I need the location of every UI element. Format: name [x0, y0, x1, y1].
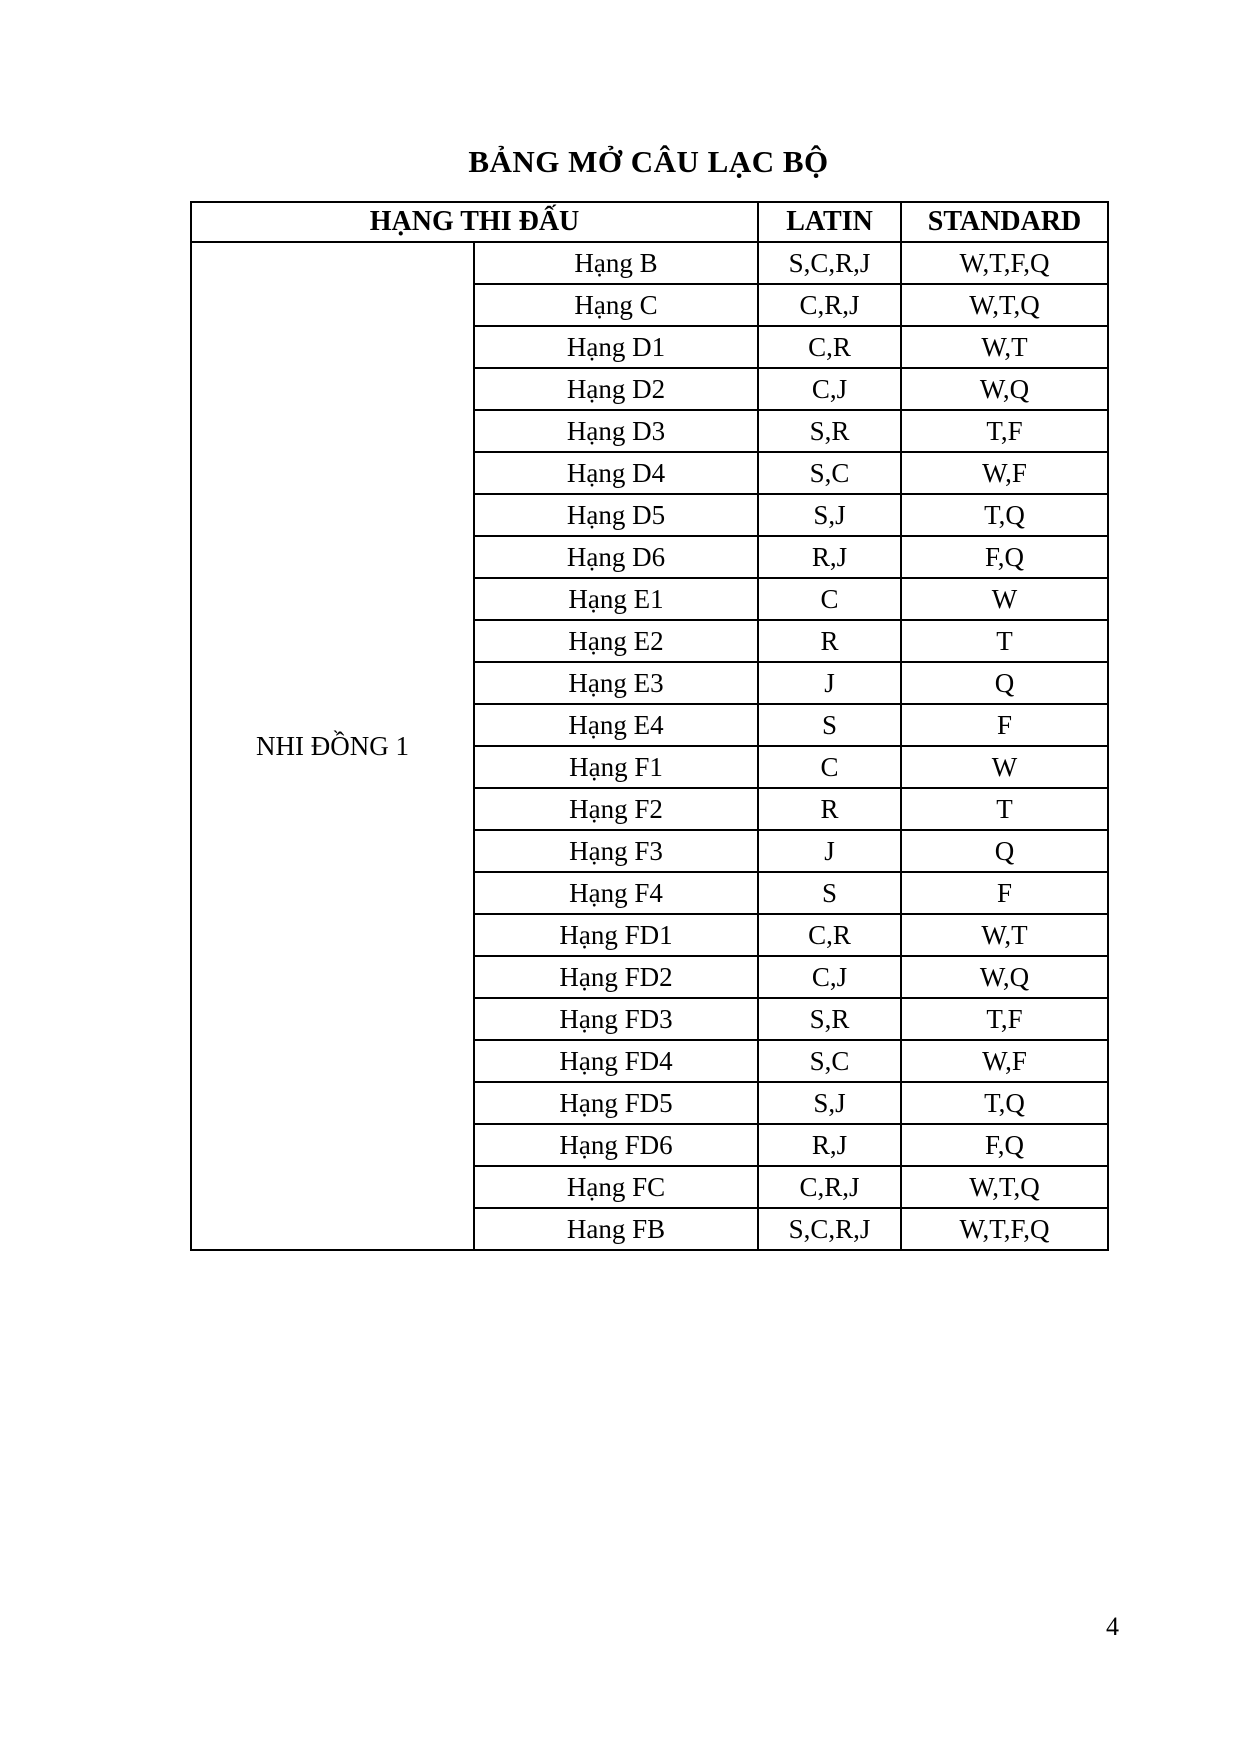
standard-cell: W,T — [901, 326, 1108, 368]
latin-cell: C,R,J — [758, 284, 901, 326]
latin-cell: C,R — [758, 914, 901, 956]
class-cell: Hạng B — [474, 242, 758, 284]
class-cell: Hang FB — [474, 1208, 758, 1250]
latin-cell: R — [758, 620, 901, 662]
latin-cell: S,C,R,J — [758, 242, 901, 284]
standard-cell: W,F — [901, 452, 1108, 494]
latin-cell: S,J — [758, 1082, 901, 1124]
class-cell: Hạng FD1 — [474, 914, 758, 956]
standard-cell: W — [901, 578, 1108, 620]
header-class-group: HẠNG THI ĐẤU — [191, 202, 758, 242]
standard-cell: W,T,F,Q — [901, 242, 1108, 284]
latin-cell: J — [758, 662, 901, 704]
table-row — [191, 242, 1108, 284]
class-cell: Hạng FC — [474, 1166, 758, 1208]
standard-cell: W,T — [901, 914, 1108, 956]
standard-cell: W,F — [901, 1040, 1108, 1082]
latin-cell: R,J — [758, 1124, 901, 1166]
class-cell: Hạng D1 — [474, 326, 758, 368]
class-cell: Hạng F2 — [474, 788, 758, 830]
class-cell: Hạng FD6 — [474, 1124, 758, 1166]
standard-cell: W,T,F,Q — [901, 1208, 1108, 1250]
standard-cell: T,Q — [901, 1082, 1108, 1124]
table-header-row — [191, 202, 1108, 242]
class-cell: Hạng E1 — [474, 578, 758, 620]
class-cell: Hạng FD4 — [474, 1040, 758, 1082]
class-cell: Hạng FD5 — [474, 1082, 758, 1124]
standard-cell: T,F — [901, 998, 1108, 1040]
standard-cell: T — [901, 788, 1108, 830]
class-cell: Hạng D3 — [474, 410, 758, 452]
standard-cell: F — [901, 704, 1108, 746]
class-cell: Hạng D2 — [474, 368, 758, 410]
latin-cell: S,J — [758, 494, 901, 536]
latin-cell: R,J — [758, 536, 901, 578]
latin-cell: S,C,R,J — [758, 1208, 901, 1250]
class-cell: Hạng C — [474, 284, 758, 326]
latin-cell: C,R — [758, 326, 901, 368]
header-standard: STANDARD — [901, 202, 1108, 242]
latin-cell: R — [758, 788, 901, 830]
class-cell: Hạng FD2 — [474, 956, 758, 998]
standard-cell: W,Q — [901, 956, 1108, 998]
class-cell: Hạng D5 — [474, 494, 758, 536]
latin-cell: S,C — [758, 452, 901, 494]
latin-cell: S — [758, 872, 901, 914]
standard-cell: W,T,Q — [901, 1166, 1108, 1208]
class-cell: Hạng FD3 — [474, 998, 758, 1040]
class-cell: Hạng D6 — [474, 536, 758, 578]
latin-cell: S — [758, 704, 901, 746]
standard-cell: F,Q — [901, 536, 1108, 578]
latin-cell: C,J — [758, 368, 901, 410]
latin-cell: S,C — [758, 1040, 901, 1082]
latin-cell: C — [758, 578, 901, 620]
standard-cell: F,Q — [901, 1124, 1108, 1166]
latin-cell: C,J — [758, 956, 901, 998]
class-cell: Hạng F1 — [474, 746, 758, 788]
class-cell: Hạng E3 — [474, 662, 758, 704]
class-cell: Hạng E2 — [474, 620, 758, 662]
standard-cell: W,T,Q — [901, 284, 1108, 326]
page-number: 4 — [1106, 1612, 1119, 1641]
class-cell: Hạng E4 — [474, 704, 758, 746]
group-cell: NHI ĐỒNG 1 — [191, 242, 474, 1250]
standard-cell: T,F — [901, 410, 1108, 452]
latin-cell: S,R — [758, 998, 901, 1040]
header-latin: LATIN — [758, 202, 901, 242]
latin-cell: J — [758, 830, 901, 872]
class-cell: Hạng F3 — [474, 830, 758, 872]
class-cell: Hạng F4 — [474, 872, 758, 914]
standard-cell: T,Q — [901, 494, 1108, 536]
standard-cell: T — [901, 620, 1108, 662]
club-opening-table — [190, 201, 1109, 1251]
standard-cell: Q — [901, 830, 1108, 872]
latin-cell: C — [758, 746, 901, 788]
page-title: BẢNG MỞ CÂU LẠC BỘ — [468, 144, 829, 179]
standard-cell: W,Q — [901, 368, 1108, 410]
latin-cell: C,R,J — [758, 1166, 901, 1208]
standard-cell: W — [901, 746, 1108, 788]
class-cell: Hạng D4 — [474, 452, 758, 494]
latin-cell: S,R — [758, 410, 901, 452]
standard-cell: Q — [901, 662, 1108, 704]
standard-cell: F — [901, 872, 1108, 914]
